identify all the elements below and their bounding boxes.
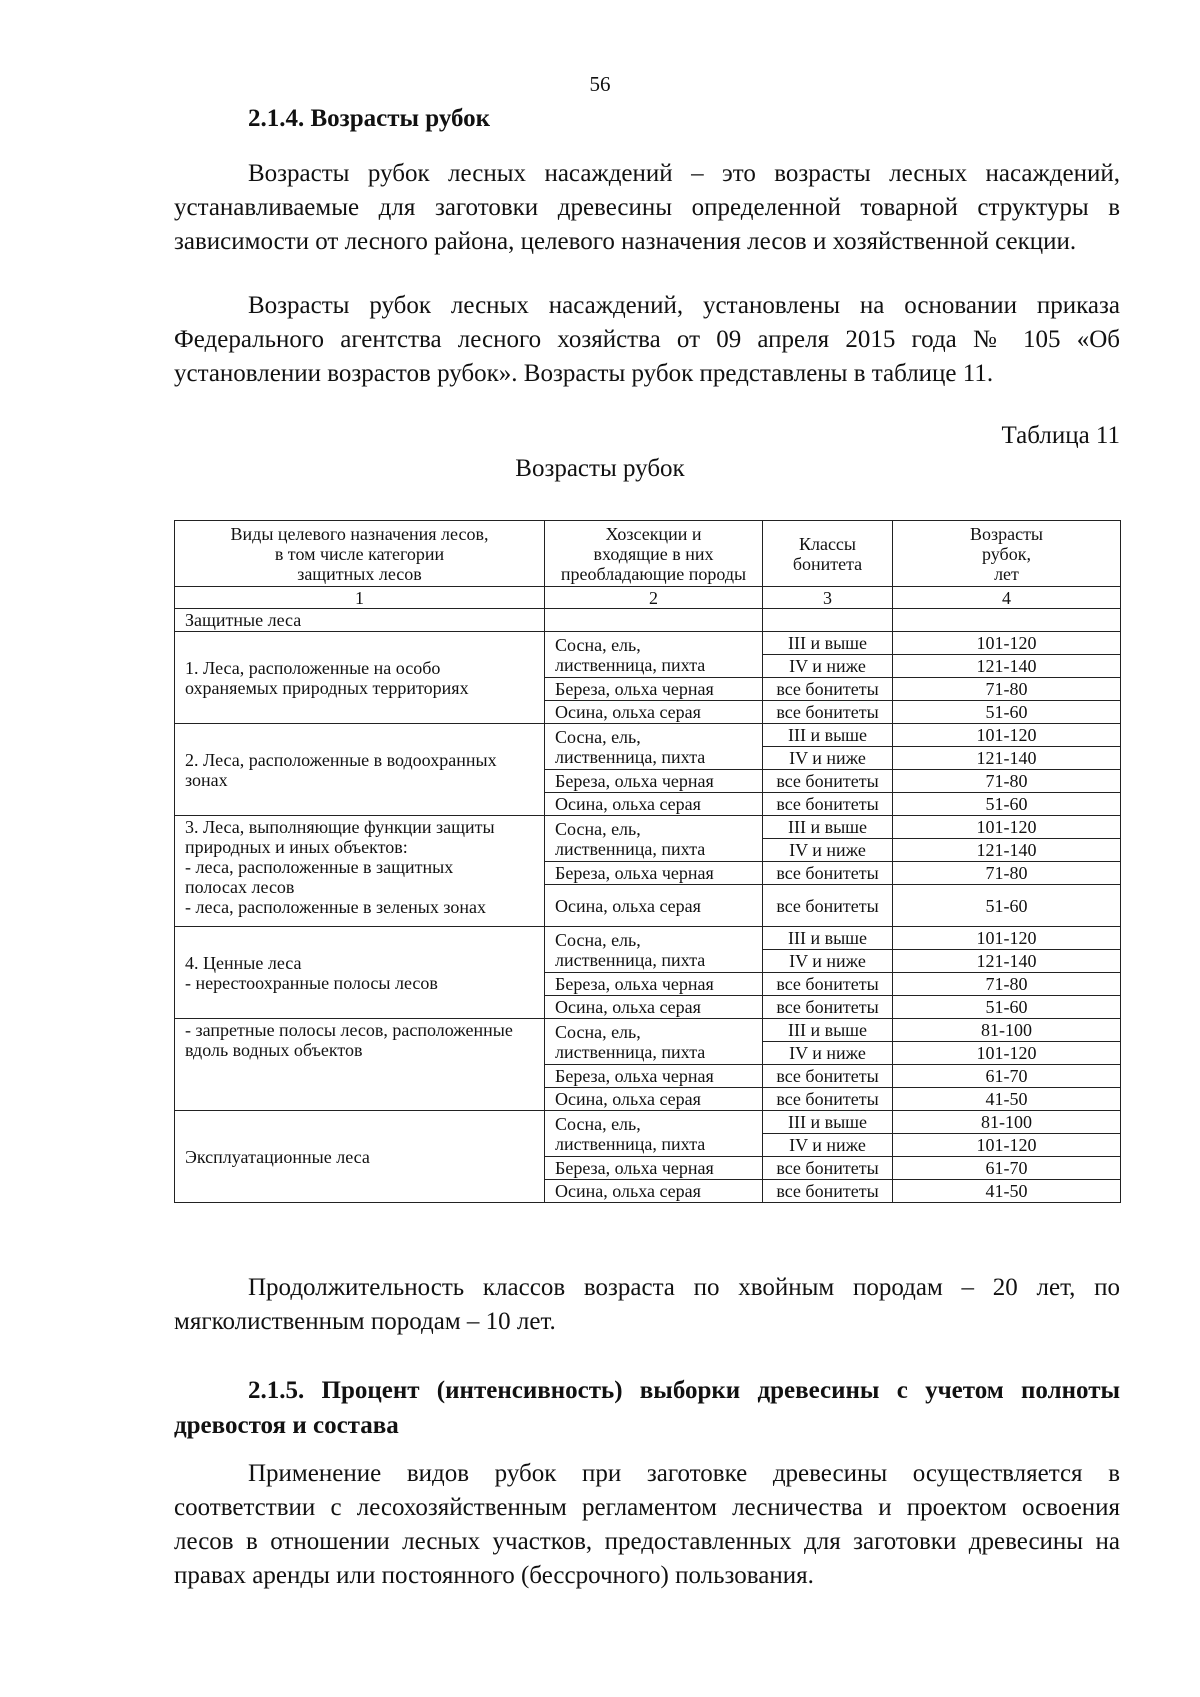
species-cell: Осина, ольха серая bbox=[545, 1180, 763, 1203]
age-cell: 51-60 bbox=[893, 885, 1121, 927]
bonitet-cell: IV и ниже bbox=[763, 1042, 893, 1065]
bonitet-cell: III и выше bbox=[763, 927, 893, 950]
table-row bbox=[175, 724, 1121, 747]
category-cell: - запретные полосы лесов, расположенные вдоль водных объектов bbox=[175, 1019, 545, 1111]
bonitet-cell: все бонитеты bbox=[763, 793, 893, 816]
species-cell: Береза, ольха черная bbox=[545, 862, 763, 885]
paragraph-cutting-types-application: Применение видов рубок при заготовке древесины осуществляется в соответствии с лесохозяйственным регламентом лесничества и проектом освоения лесов в отношении лесных участков, предоставленных для заготовки древесины на правах аренды или постоянного (бессрочного) пользования. bbox=[174, 1460, 1120, 1589]
age-cell: 41-50 bbox=[893, 1180, 1121, 1203]
bonitet-cell: IV и ниже bbox=[763, 839, 893, 862]
age-cell: 121-140 bbox=[893, 950, 1121, 973]
age-cell: 81-100 bbox=[893, 1019, 1121, 1042]
species-cell: Береза, ольха черная bbox=[545, 770, 763, 793]
table-row bbox=[175, 1111, 1121, 1134]
page-number: 56 bbox=[589, 72, 611, 96]
age-cell: 121-140 bbox=[893, 655, 1121, 678]
table-row bbox=[175, 1019, 1121, 1042]
bonitet-cell: все бонитеты bbox=[763, 1088, 893, 1111]
bonitet-cell: IV и ниже bbox=[763, 950, 893, 973]
bonitet-cell: III и выше bbox=[763, 724, 893, 747]
species-cell: Осина, ольха серая bbox=[545, 701, 763, 724]
category-cell: 4. Ценные леса - нерестоохранные полосы лесов bbox=[175, 927, 545, 1019]
table-header-row bbox=[175, 521, 1121, 587]
species-cell: Сосна, ель, лиственница, пихта bbox=[545, 1019, 763, 1065]
table-row bbox=[175, 927, 1121, 950]
age-cell: 81-100 bbox=[893, 1111, 1121, 1134]
paragraph-cutting-ages-definition: Возрасты рубок лесных насаждений – это возрасты лесных насаждений, устанавливаемые для заготовки древесины определенной товарной структуры в зависимости от лесного района, целевого назначения лесов и хозяйственной секции. bbox=[174, 160, 1120, 255]
species-cell: Сосна, ель, лиственница, пихта bbox=[545, 632, 763, 678]
age-cell: 101-120 bbox=[893, 927, 1121, 950]
bonitet-cell: III и выше bbox=[763, 1111, 893, 1134]
age-cell: 101-120 bbox=[893, 632, 1121, 655]
table-row-protective-label bbox=[175, 609, 1121, 632]
age-cell: 101-120 bbox=[893, 816, 1121, 839]
age-cell: 61-70 bbox=[893, 1065, 1121, 1088]
bonitet-cell: III и выше bbox=[763, 1019, 893, 1042]
column-number: 3 bbox=[763, 587, 893, 609]
table-row bbox=[175, 632, 1121, 655]
age-cell: 51-60 bbox=[893, 793, 1121, 816]
bonitet-cell: все бонитеты bbox=[763, 996, 893, 1019]
header-cutting-age: Возрасты рубок, лет bbox=[893, 521, 1121, 587]
section-heading-2-1-4: 2.1.4. Возрасты рубок bbox=[248, 105, 491, 132]
category-cell: 3. Леса, выполняющие функции защиты природных и иных объектов: - леса, расположенные в защитных полосах лесов - леса, расположенные в зеленых зонах bbox=[175, 816, 545, 927]
table-number-label: Таблица 11 bbox=[1001, 422, 1120, 449]
paragraph-cutting-ages-order: Возрасты рубок лесных насаждений, установлены на основании приказа Федерального агентства лесного хозяйства от 09 апреля 2015 года № 105 «Об установлении возрастов рубок». Возрасты рубок представлены в таблице 11. bbox=[174, 292, 1120, 387]
category-cell: Эксплуатационные леса bbox=[175, 1111, 545, 1203]
age-cell: 61-70 bbox=[893, 1157, 1121, 1180]
header-bonitet-class: Классы бонитета bbox=[763, 521, 893, 587]
species-cell: Береза, ольха черная bbox=[545, 1157, 763, 1180]
column-number: 2 bbox=[545, 587, 763, 609]
age-cell: 71-80 bbox=[893, 770, 1121, 793]
age-cell: 71-80 bbox=[893, 862, 1121, 885]
age-cell: 41-50 bbox=[893, 1088, 1121, 1111]
column-number: 4 bbox=[893, 587, 1121, 609]
bonitet-cell: все бонитеты bbox=[763, 885, 893, 927]
bonitet-cell: все бонитеты bbox=[763, 678, 893, 701]
bonitet-cell: IV и ниже bbox=[763, 1134, 893, 1157]
species-cell: Сосна, ель, лиственница, пихта bbox=[545, 816, 763, 862]
header-forest-purpose: Виды целевого назначения лесов, в том числе категории защитных лесов bbox=[175, 521, 545, 587]
table-row bbox=[175, 816, 1121, 839]
bonitet-cell: все бонитеты bbox=[763, 701, 893, 724]
bonitet-cell: все бонитеты bbox=[763, 862, 893, 885]
age-cell: 101-120 bbox=[893, 1134, 1121, 1157]
species-cell: Береза, ольха черная bbox=[545, 678, 763, 701]
species-cell: Сосна, ель, лиственница, пихта bbox=[545, 724, 763, 770]
bonitet-cell: все бонитеты bbox=[763, 1180, 893, 1203]
bonitet-cell: IV и ниже bbox=[763, 747, 893, 770]
column-number: 1 bbox=[175, 587, 545, 609]
bonitet-cell: все бонитеты bbox=[763, 1065, 893, 1088]
table-title: Возрасты рубок bbox=[515, 455, 685, 482]
species-cell: Береза, ольха черная bbox=[545, 973, 763, 996]
paragraph-age-class-duration: Продолжительность классов возраста по хвойным породам – 20 лет, по мягколиственным породам – 10 лет. bbox=[174, 1274, 1120, 1335]
section-heading-2-1-5: 2.1.5. Процент (интенсивность) выборки древесины с учетом полноты древостоя и состава bbox=[174, 1377, 1120, 1439]
age-cell: 71-80 bbox=[893, 973, 1121, 996]
age-cell: 121-140 bbox=[893, 747, 1121, 770]
bonitet-cell: все бонитеты bbox=[763, 770, 893, 793]
bonitet-cell: III и выше bbox=[763, 632, 893, 655]
bonitet-cell: IV и ниже bbox=[763, 655, 893, 678]
age-cell: 121-140 bbox=[893, 839, 1121, 862]
species-cell: Сосна, ель, лиственница, пихта bbox=[545, 927, 763, 973]
species-cell: Осина, ольха серая bbox=[545, 885, 763, 927]
table-column-number-row bbox=[175, 587, 1121, 609]
bonitet-cell: III и выше bbox=[763, 816, 893, 839]
category-cell: 1. Леса, расположенные на особо охраняемых природных территориях bbox=[175, 632, 545, 724]
species-cell: Осина, ольха серая bbox=[545, 793, 763, 816]
species-cell: Осина, ольха серая bbox=[545, 996, 763, 1019]
category-cell: 2. Леса, расположенные в водоохранных зонах bbox=[175, 724, 545, 816]
species-cell: Осина, ольха серая bbox=[545, 1088, 763, 1111]
species-cell: Сосна, ель, лиственница, пихта bbox=[545, 1111, 763, 1157]
header-economic-sections: Хозсекции и входящие в них преобладающие породы bbox=[545, 521, 763, 587]
age-cell: 51-60 bbox=[893, 996, 1121, 1019]
age-cell: 71-80 bbox=[893, 678, 1121, 701]
cutting-ages-table bbox=[174, 520, 1121, 1203]
age-cell: 51-60 bbox=[893, 701, 1121, 724]
category-protective-forests: Защитные леса bbox=[175, 609, 545, 632]
age-cell: 101-120 bbox=[893, 1042, 1121, 1065]
bonitet-cell: все бонитеты bbox=[763, 973, 893, 996]
age-cell: 101-120 bbox=[893, 724, 1121, 747]
species-cell: Береза, ольха черная bbox=[545, 1065, 763, 1088]
bonitet-cell: все бонитеты bbox=[763, 1157, 893, 1180]
